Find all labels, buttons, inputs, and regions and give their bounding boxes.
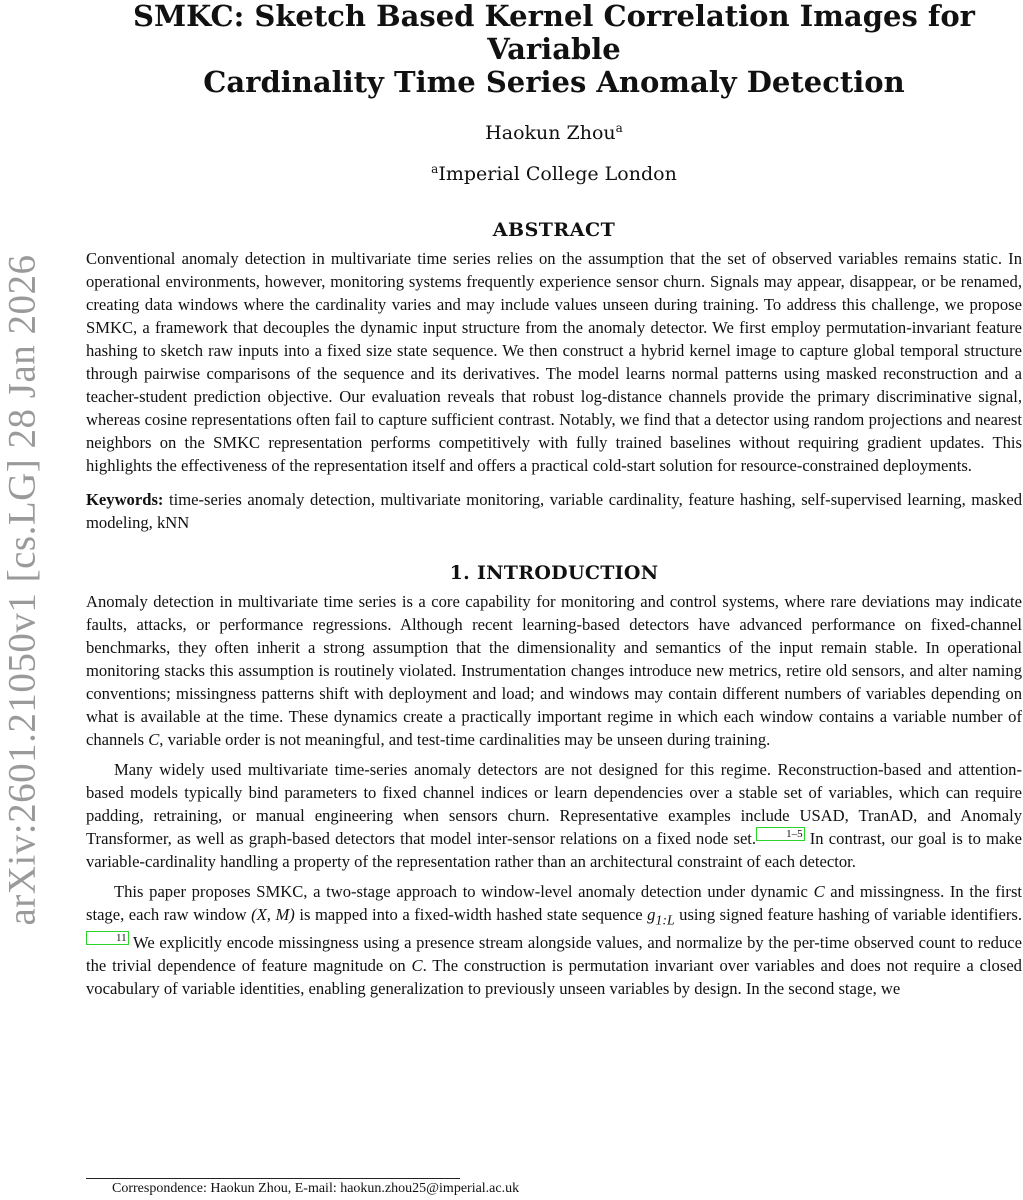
author-affil-mark: a [615,121,623,135]
math-var: C [813,882,825,901]
citation-link[interactable]: 1–5 [756,827,805,841]
math-var: C [148,730,160,749]
math-var: (X, M) [251,905,295,924]
keywords-label: Keywords: [86,490,164,509]
author-name: Haokun Zhou [485,122,616,144]
arxiv-sidebar [0,0,44,1200]
keywords-text: time-series anomaly detection, multivariate monitoring, variable cardinality, feature hashing, self-supervised learning, masked modeling, kNN [86,490,1022,532]
footnote: Correspondence: Haokun Zhou, E-mail: haokun.zhou25@imperial.ac.uk [112,1181,520,1196]
abstract-heading: ABSTRACT [492,219,616,241]
arxiv-identifier: arXiv:2601.21050v1 [cs.LG] 28 Jan 2026 [0,254,44,926]
paper-page [86,0,1022,1000]
affiliation-name: Imperial College London [438,163,677,185]
author [86,121,1022,144]
keywords [86,488,1022,534]
intro-paragraph-2: Many widely used multivariate time-series anomaly detectors are not designed for this regime. Reconstruction-based and attention-based models typically bind parameters to fixed channel indices or learn dependencies over a stable set of variables, which can require padding, retraining, or manual engineering when sensors churn. Representative examples include USAD, TranAD, and Anomaly Transformer, as well as graph-based detectors that model inter-sensor relations on a fixed node set. 1–5 In contrast, our goal is to make variable-cardinality handling a property of the representation rather than an architectural constraint of each detector. [86,760,1023,871]
title-line-2: Cardinality Time Series Anomaly Detection [203,65,905,99]
affil-mark: a [431,162,439,176]
abstract-text: Conventional anomaly detection in multivariate time series relies on the assumption that the set of observed variables remains static. In operational environments, however, monitoring systems frequently experience sensor churn. Signals may appear, disappear, or be renamed, creating data windows where the cardinality varies and may include values unseen during training. To address this challenge, we propose SMKC, a framework that decouples the dynamic input structure from the anomaly detector. We first employ permutation-invariant feature hashing to sketch raw inputs into a fixed size state sequence. We then construct a hybrid kernel image to capture global temporal structure through pairwise comparisons of the sequence and its derivatives. The model learns normal patterns using masked reconstruction and a teacher-student prediction objective. Our evaluation reveals that robust log-distance channels provide the primary discriminative signal, whereas cosine representations often fail to capture sufficient contrast. Notably, we find that a detector using random projections and nearest neighbors on the SMKC representation performs competitively with fully trained baselines without requiring gradient updates. This highlights the effectiveness of the representation itself and offers a practical cold-start solution for resource-constrained deployments. [86,249,1022,475]
section-heading-introduction: 1. INTRODUCTION [449,562,659,584]
intro-paragraph-1: Anomaly detection in multivariate time series is a core capability for monitoring and control systems, where rare deviations may indicate faults, attacks, or performance regressions. Although recent learning-based detectors have advanced performance on fixed-channel benchmarks, they often inherit a strong assumption that the dimensionality and semantics of the input remain stable. In operational monitoring stacks this assumption is routinely violated. Instrumentation changes introduce new metrics, retire old sensors, and alter naming conventions; missingness patterns shift with deployment and load; and windows may contain different numbers of variables depending on what is available at the time. These dynamics create a practically important regime in which each window contains a variable number of channels C, variable order is not meaningful, and test-time cardinalities may be unseen during training. [86,592,1022,749]
intro-paragraph-3: This paper proposes SMKC, a two-stage approach to window-level anomaly detection under dynamic C and missingness. In the first stage, each raw window (X, M) is mapped into a fixed-width hashed state sequence $g_{1:L}$ using signed feature hashing of variable identifiers.11 We explicitly encode missingness using a presence stream alongside values, and normalize by the per-time observed count to reduce the trivial dependence of feature magnitude on C. The construction is permutation invariant over variables and does not require a closed vocabulary of variable identities, enabling generalization to previously unseen variables by design. In the second stage, we [86,882,1023,999]
paper-title [86,0,1022,99]
footnote-rule [86,1178,460,1179]
title-line-1: SMKC: Sketch Based Kernel Correlation Images for Variable [133,0,975,66]
citation-link[interactable]: 11 [86,931,129,945]
math-var: $g_{1:L}$ [647,905,675,928]
affiliation [86,162,1022,185]
math-var: C [411,956,423,976]
